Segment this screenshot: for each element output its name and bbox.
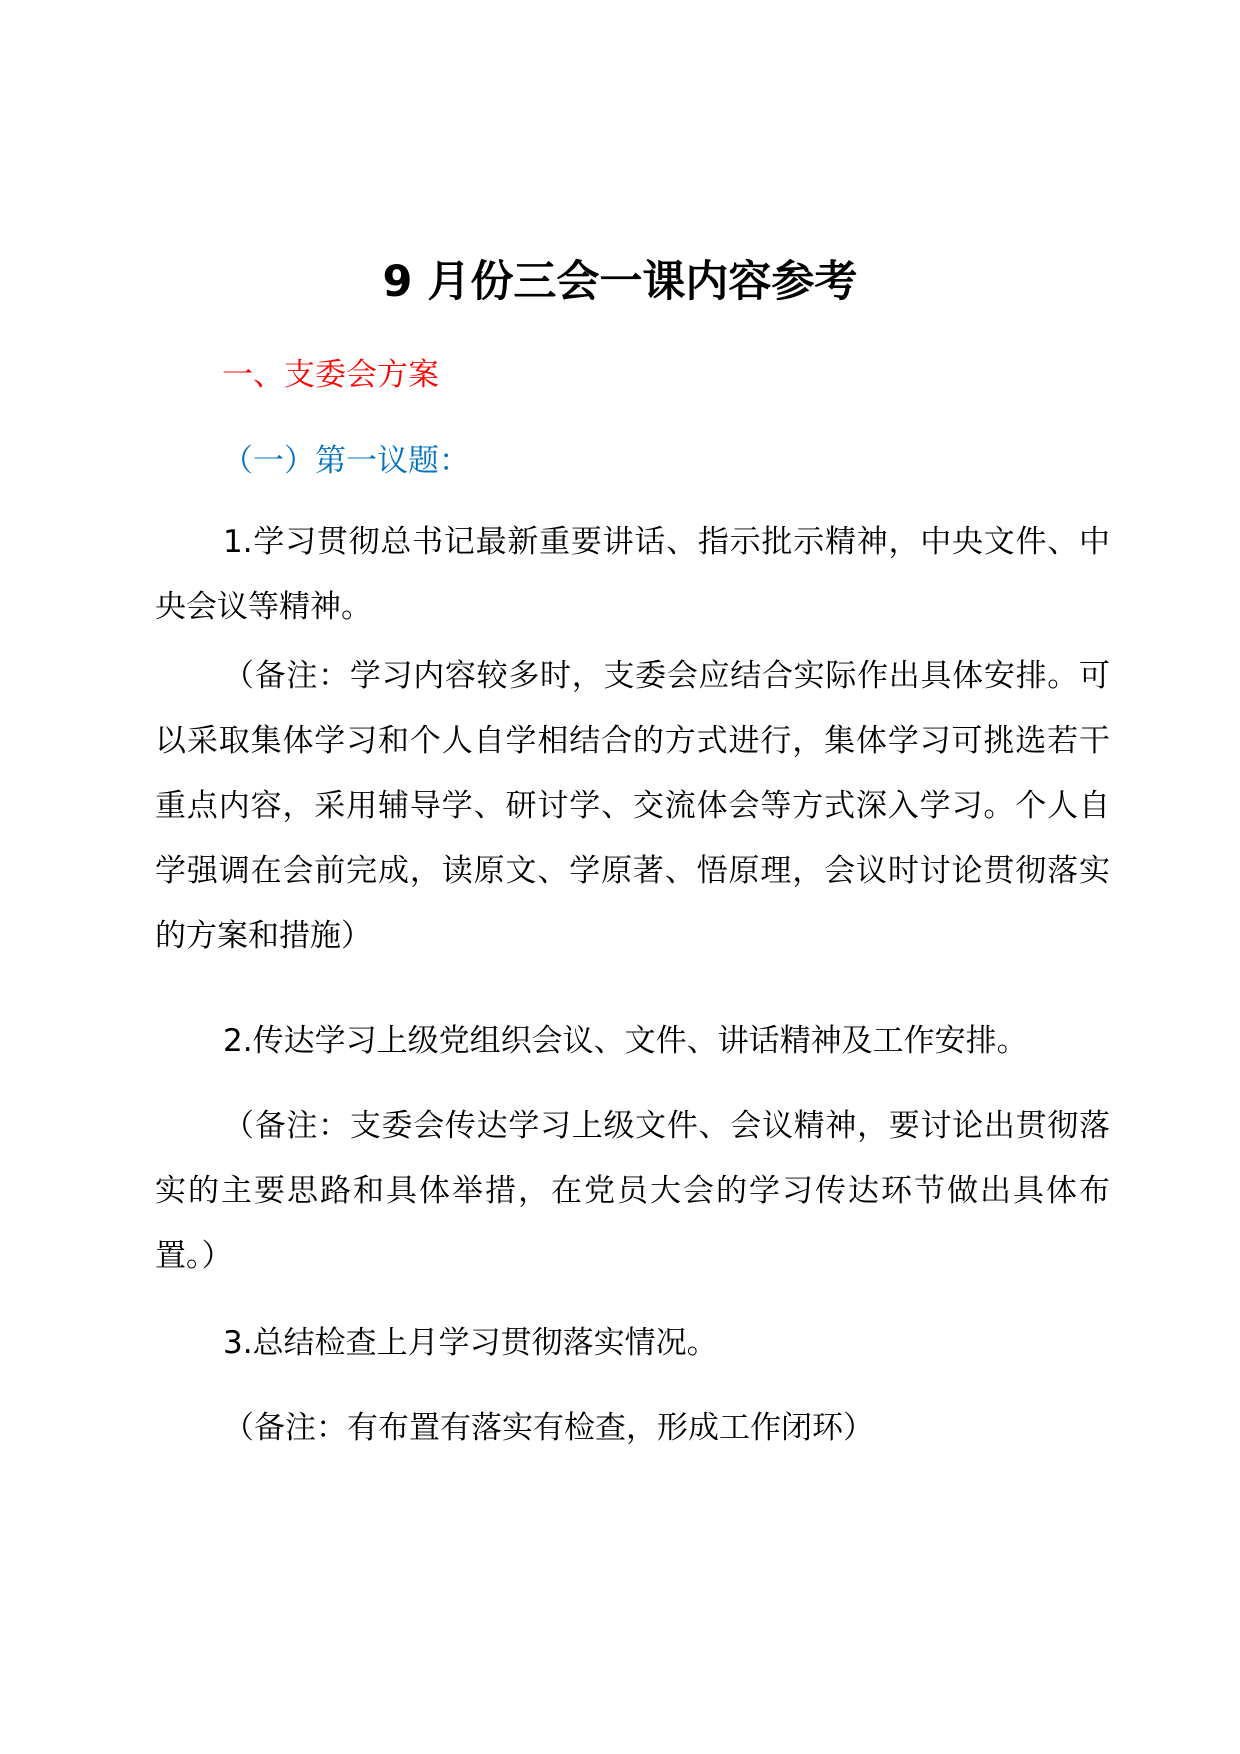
paragraph-note-1: （备注：学习内容较多时，支委会应结合实际作出具体安排。可以采取集体学习和个人自学相结合的方式进行，集体学习可挑选若干重点内容，采用辅导学、研讨学、交流体会等方式深入学习。个人自学强调在会前完成，读原文、学原著、悟原理，会议时讨论贯彻落实的方案和措施） [155, 658, 1110, 954]
document-title: 9 月份三会一课内容参考 [382, 257, 858, 307]
paragraph-note-3: （备注：有布置有落实有检查，形成工作闭环） [223, 1410, 874, 1446]
paragraph-item-2: 2.传达学习上级党组织会议、文件、讲话精神及工作安排。 [223, 1023, 1028, 1059]
paragraph-item-1: 1.学习贯彻总书记最新重要讲话、指示批示精神，中央文件、中央会议等精神。 [155, 524, 1110, 625]
section-heading: 一、支委会方案 [222, 357, 439, 393]
subsection-heading: （一）第一议题： [222, 443, 470, 479]
paragraph-note-2: （备注：支委会传达学习上级文件、会议精神，要讨论出贯彻落实的主要思路和具体举措，在党员大会的学习传达环节做出具体布置。） [155, 1108, 1110, 1274]
paragraph-item-3: 3.总结检查上月学习贯彻落实情况。 [223, 1325, 718, 1361]
